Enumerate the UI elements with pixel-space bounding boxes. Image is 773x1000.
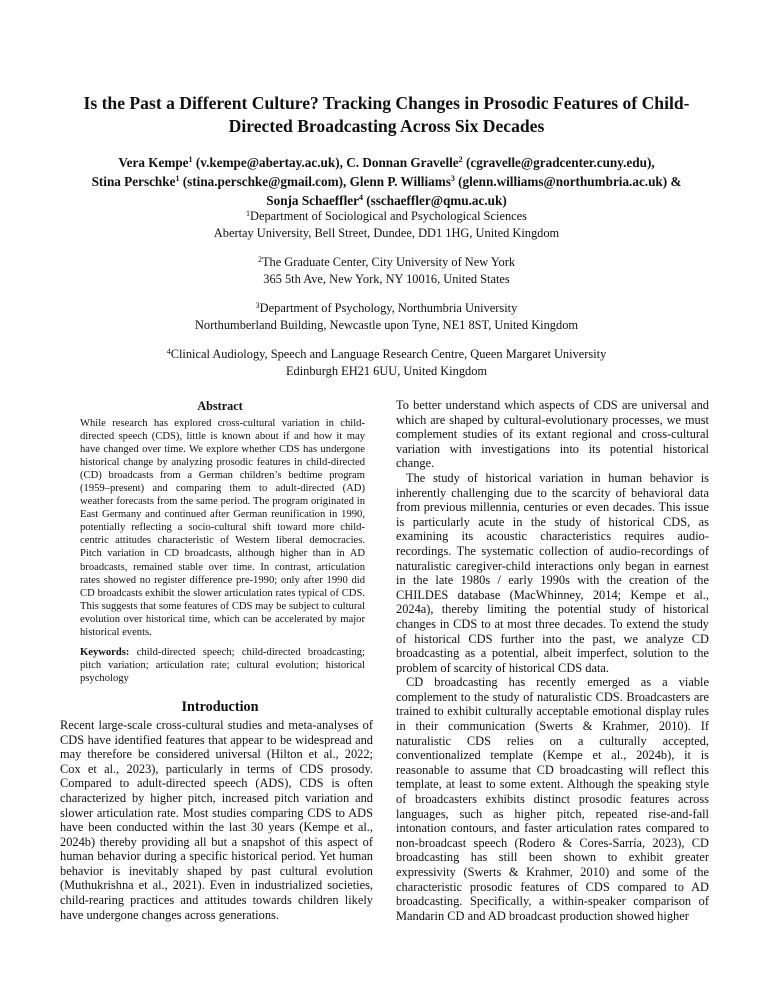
affiliation-marker: 3 — [450, 174, 455, 183]
body-paragraph: To better understand which aspects of CDS are universal and which are shaped by cultural-evolutionary processes, we must complement studies of its extant regional and cross-cultural variation with investigations into its potential historical change. — [396, 398, 709, 471]
author-email: (cgravelle@gradcenter.cuny.edu), — [462, 155, 655, 170]
affiliation-line: Department of Sociological and Psychological Sciences — [250, 209, 527, 223]
body-paragraph: CD broadcasting has recently emerged as a viable complement to the study of naturalistic CDS. Broadcasters are trained to exhibit culturally acceptable emotional display rules in their communication (Swerts & Krahmer, 2010). If naturalistic CDS relies on a culturally accepted, conventionalized template (Kempe et al., 2024b), it is reasonable to assume that CD broadcasting will reflect this template, at least to some extent. Although the speaking style of broadcasters exhibits distinct prosodic features across languages, such as higher pitch, repeated rise-and-fall intonation contours, and faster articulation rates compared to non-broadcast speech (Rodero & Cores-Sarría, 2023), CD broadcasting has still been shown to exhibit greater expressivity (Swerts & Krahmer, 2010) and some of the characteristic prosodic features of CDS compared to AD broadcasting. Specifically, a within-speaker comparison of Mandarin CD and AD broadcast production showed higher — [396, 675, 709, 923]
affiliation-address: 365 5th Ave, New York, NY 10016, United States — [263, 272, 510, 286]
author-name: Vera Kempe — [118, 155, 189, 170]
affiliation-number: 2 — [257, 255, 262, 264]
affiliations — [60, 208, 713, 392]
author-email: (v.kempe@abertay.ac.uk), — [192, 155, 347, 170]
body-paragraph: The study of historical variation in human behavior is inherently challenging due to the scarcity of behavioral data from previous millennia, centuries or even decades. This issue is particularly acute in the study of historical CDS, as examining its acoustic characteristics requires audio-recordings. The systematic collection of audio-recordings of naturalistic caregiver-child interactions only began in earnest in the late 1980s / early 1990s with the creation of the CHILDES database (MacWhinney, 2014; Kempe et al., 2024a), thereby limiting the potential study of historical changes in CDS to at most three decades. To extend the study of historical CDS further into the past, we analyze CD broadcasting as a potential, albeit imperfect, solution to the problem of scarcity of historical CDS data. — [396, 470, 709, 675]
author-email: (glenn.williams@northumbria.ac.uk) & — [454, 174, 682, 189]
introduction-paragraph: Recent large-scale cross-cultural studies and meta-analyses of CDS have identified features that appear to be widespread and may therefore be considered universal (Hilton et al., 2022; Cox et al., 2023), particularly in terms of CDS prosody. Compared to adult-directed speech (ADS), CDS is often characterized by higher pitch, increased pitch variation and slower articulation rate. Most studies comparing CDS to ADS have been conducted within the last 30 years (Kempe et al., 2024b) thereby providing all but a snapshot of this aspect of human behavior during a specific historical period. Yet human behavior is inevitably shaped by past cultural evolution (Muthukrishna et al., 2021). Even in industrialized societies, child-rearing practices and attitudes towards children likely have undergone changes across generations. — [60, 717, 373, 922]
author-name: C. Donnan Gravelle — [346, 155, 459, 170]
affiliation-marker: 4 — [358, 193, 363, 202]
affiliation-marker: 2 — [458, 155, 463, 164]
affiliation — [60, 300, 713, 334]
affiliation-number: 1 — [246, 209, 250, 218]
affiliation — [60, 208, 713, 242]
affiliation-marker: 1 — [188, 155, 193, 164]
introduction-heading: Introduction — [181, 698, 259, 715]
affiliation — [60, 254, 713, 288]
affiliation-line: The Graduate Center, City University of New York — [261, 255, 516, 269]
author-list — [60, 153, 713, 210]
affiliation-address: Northumberland Building, Newcastle upon Tyne, NE1 8ST, United Kingdom — [194, 318, 579, 332]
paper-title: Is the Past a Different Culture? Tracking Changes in Prosodic Features of Child-Directed Broadcasting Across Six Decades — [83, 93, 690, 136]
abstract-heading: Abstract — [197, 399, 243, 413]
affiliation-address: Abertay University, Bell Street, Dundee, DD1 1HG, United Kingdom — [213, 226, 560, 240]
author-email: (stina.perschke@gmail.com), — [179, 174, 350, 189]
abstract-text: While research has explored cross-cultural variation in child-directed speech (CDS), little is known about if and how it may have changed over time. We explore whether CDS has undergone historical change by analyzing prosodic features in child-directed (CD) broadcasts from a German children’s bedtime program (1959–present) and comparing them to adult-directed (AD) weather forecasts from the same period. The program originated in East Germany and continued after German reunification in 1990, potentially reflecting a socio-cultural shift toward more child-centric attitudes characteristic of Western liberal democracies. Pitch variation in CD broadcasts, although higher than in AD broadcasts, remained stable over time. In contrast, articulation rates showed no register difference pre-1990; only after 1990 did CD broadcasts exhibit the slower articulation rates typical of CDS. This suggests that some features of CDS may be subject to cultural evolution over historical time, which can be accelerated by major historical events. — [80, 418, 365, 638]
author-name: Stina Perschke — [91, 174, 176, 189]
author-name: Sonja Schaeffler — [266, 193, 359, 208]
right-column — [396, 398, 709, 923]
left-column — [60, 398, 373, 922]
affiliation-number: 3 — [255, 301, 260, 310]
affiliation — [60, 346, 713, 380]
affiliation-marker: 1 — [175, 174, 180, 183]
affiliation-line: Department of Psychology, Northumbria University — [259, 301, 518, 315]
keywords-text: child-directed speech; child-directed broadcasting; pitch variation; articulation rate; cultural evolution; historical psychology — [80, 646, 365, 684]
keywords-label: Keywords: — [80, 646, 130, 658]
keywords — [70, 646, 370, 685]
affiliation-line: Clinical Audiology, Speech and Language Research Centre, Queen Margaret University — [170, 347, 607, 361]
author-name: Glenn P. Williams — [349, 174, 451, 189]
affiliation-address: Edinburgh EH21 6UU, United Kingdom — [285, 364, 488, 378]
author-email: (sschaeffler@qmu.ac.uk) — [362, 193, 507, 208]
affiliation-number: 4 — [166, 347, 171, 356]
